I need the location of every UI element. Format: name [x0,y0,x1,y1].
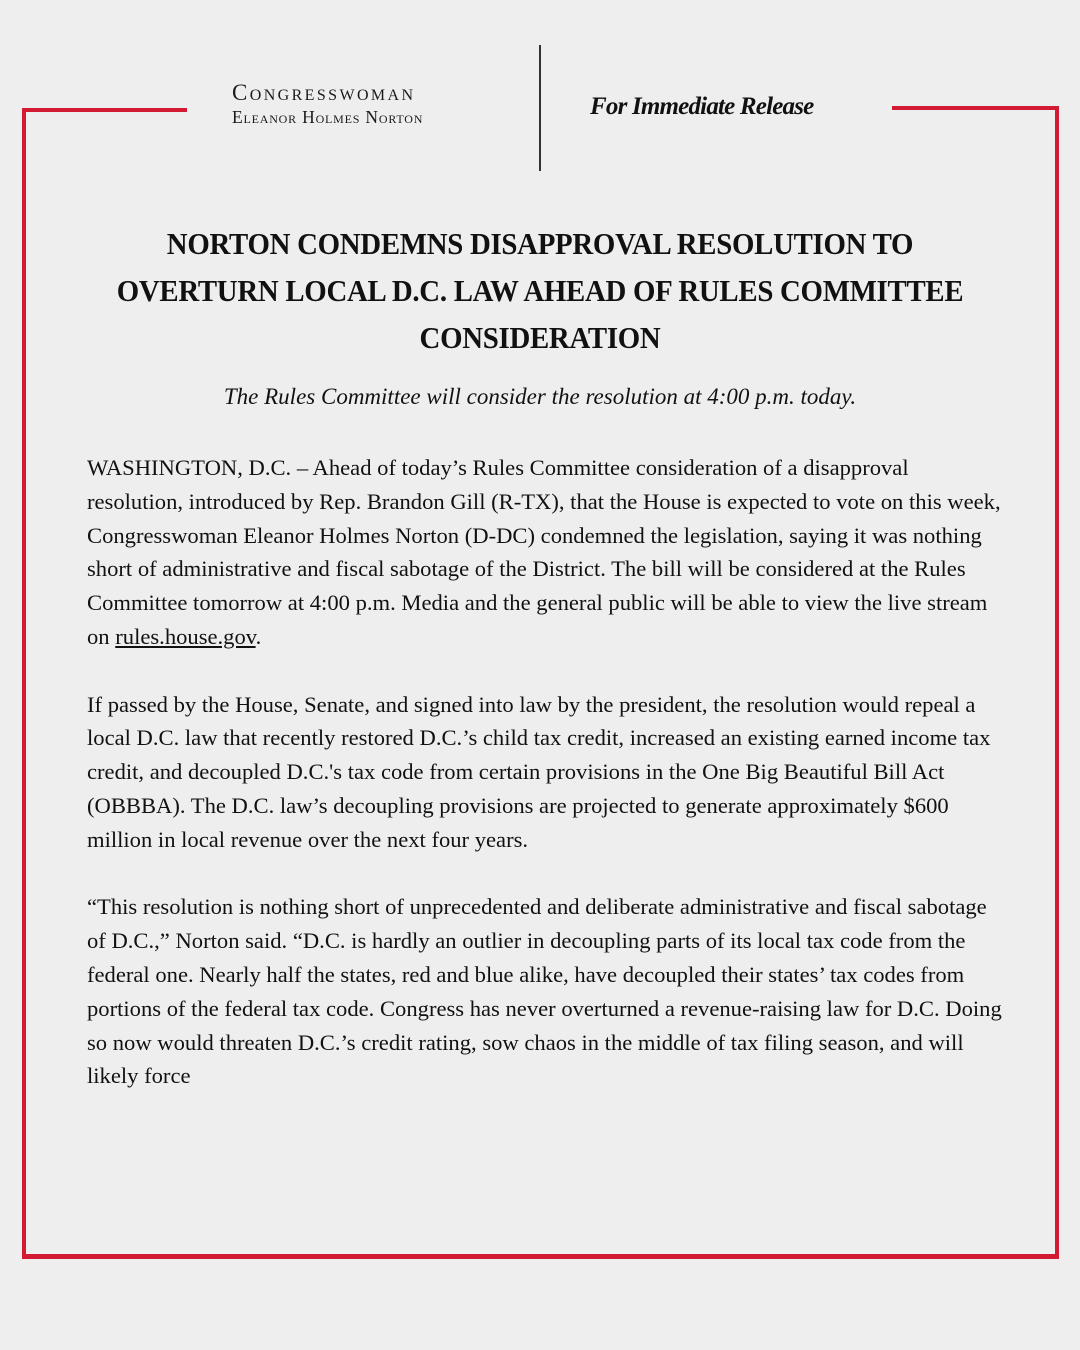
frame-border-top-right [892,106,1059,110]
letterhead-divider [539,45,541,171]
paragraph-repeal: If passed by the House, Senate, and signed into law by the president, the resolution would repeal a local D.C. law that recently restored D.C.’s child tax credit, increased an existing earned income tax credit, and decoupled D.C.'s tax code from certain provisions in the One Big Beautiful Bill Act (OBBBA). The D.C. law’s decoupling provisions are projected to generate approximately $600 million in local revenue over the next four years. [87,691,991,852]
frame-border-bottom [22,1254,1059,1259]
subheadline: The Rules Committee will consider the resolution at 4:00 p.m. today. [223,384,857,409]
frame-border-top-left [22,108,187,112]
letterhead-name: Eleanor Holmes Norton [232,107,424,127]
paragraph-quote: “This resolution is nothing short of unprecedented and deliberate administrative and fiscal sabotage of D.C.,” Norton said. “D.C. is hardly an outlier in decoupling parts of its local tax code from the federal one. Nearly half the states, red and blue alike, have decoupled their states’ tax codes from portions of the federal tax code. Congress has never overturned a revenue-raising law for D.C. Doing so now would threaten D.C.’s credit rating, sow chaos in the middle of tax filing season, and will likely force [87,894,1002,1089]
page-title: NORTON CONDEMNS DISAPPROVAL RESOLUTION TO OVERTURN LOCAL D.C. LAW AHEAD OF RULES COMMITTEE CONSIDERATION [116,226,964,355]
paragraph-dateline [87,451,1002,654]
for-immediate-release-label: For Immediate Release [590,93,814,120]
letterhead-congresswoman [232,80,423,128]
release-logo [590,48,850,178]
paragraph-end: . [255,623,262,649]
frame-border-left [22,108,26,1258]
rules-house-gov-link[interactable]: rules.house.gov [115,623,256,649]
paragraph-text: WASHINGTON, D.C. – Ahead of today’s Rules Committee consideration of a disapproval resolution, introduced by Rep. Brandon Gill (R-TX), that the House is expected to vote on this week, Congresswoman Eleanor Holmes Norton (D-DC) condemned the legislation, saying it was nothing short of administrative and fiscal sabotage of the District. The bill will be considered at the Rules Committee tomorrow at 4:00 p.m. Media and the general public will be able to view the live stream on [87,455,1001,649]
letterhead-title: Congresswoman [232,80,416,105]
article-body [87,451,1002,1127]
frame-border-right [1055,106,1059,1259]
